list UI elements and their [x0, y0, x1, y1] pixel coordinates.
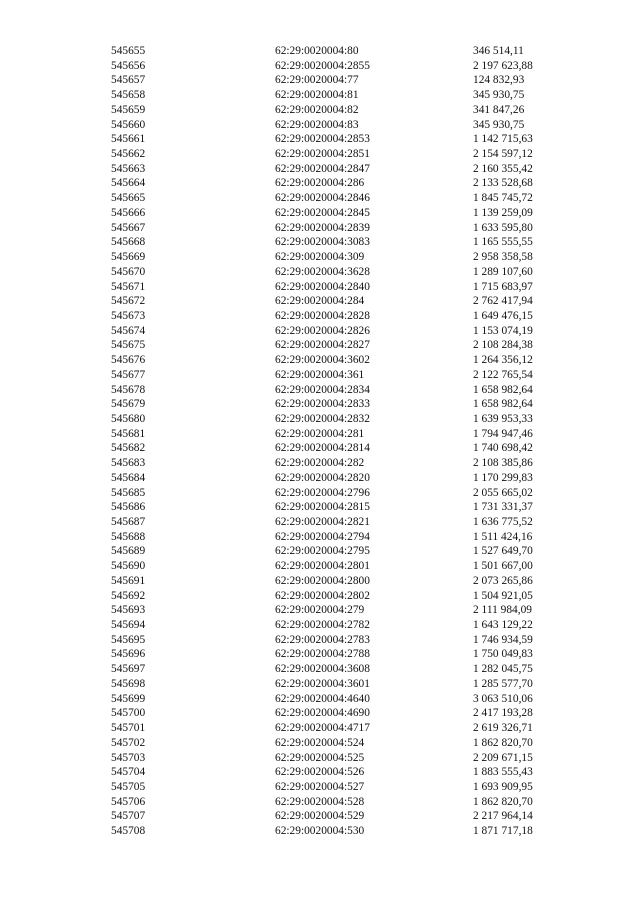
cadastral-number-cell: 62:29:0020004:284 [275, 295, 365, 308]
row-number-cell: 545707 [111, 810, 146, 823]
cadastral-value-cell: 1 527 649,70 [473, 545, 533, 558]
cadastral-number-cell: 62:29:0020004:80 [275, 45, 359, 57]
cadastral-value-cell: 2 209 671,15 [473, 751, 533, 764]
table-row [0, 647, 640, 662]
row-number-cell: 545708 [111, 825, 146, 838]
row-number-cell: 545665 [111, 192, 146, 205]
cadastral-number-cell: 62:29:0020004:4690 [275, 707, 370, 720]
row-number-cell: 545673 [111, 309, 146, 322]
cadastral-number-cell: 62:29:0020004:2846 [275, 192, 370, 205]
table-row [0, 500, 640, 515]
cadastral-number-cell: 62:29:0020004:3608 [275, 663, 370, 676]
table-row [0, 162, 640, 177]
table-row [0, 662, 640, 677]
cadastral-number-cell: 62:29:0020004:529 [275, 810, 365, 823]
valuation-table [0, 44, 640, 839]
cadastral-number-cell: 62:29:0020004:2801 [275, 560, 370, 573]
cadastral-value-cell: 345 930,75 [473, 118, 525, 131]
cadastral-value-cell: 2 417 193,28 [473, 707, 533, 720]
cadastral-value-cell: 2 160 355,42 [473, 162, 533, 175]
row-number-cell: 545656 [111, 59, 146, 72]
table-row [0, 618, 640, 633]
cadastral-value-cell: 1 649 476,15 [473, 309, 533, 322]
table-row [0, 191, 640, 206]
cadastral-value-cell: 1 170 299,83 [473, 471, 533, 484]
row-number-cell: 545672 [111, 295, 146, 308]
cadastral-number-cell: 62:29:0020004:309 [275, 251, 365, 264]
cadastral-value-cell: 1 639 953,33 [473, 412, 533, 425]
cadastral-value-cell: 1 282 045,75 [473, 663, 533, 676]
cadastral-value-cell: 1 633 595,80 [473, 221, 533, 234]
row-number-cell: 545657 [111, 74, 146, 87]
cadastral-value-cell: 2 958 358,58 [473, 251, 533, 264]
row-number-cell: 545705 [111, 780, 146, 793]
cadastral-value-cell: 2 108 284,38 [473, 339, 533, 352]
cadastral-value-cell: 1 153 074,19 [473, 324, 533, 337]
cadastral-number-cell: 62:29:0020004:81 [275, 89, 359, 102]
table-row [0, 324, 640, 339]
table-row [0, 721, 640, 736]
cadastral-value-cell: 1 693 909,95 [473, 780, 533, 793]
cadastral-number-cell: 62:29:0020004:2855 [275, 59, 370, 72]
row-number-cell: 545667 [111, 221, 146, 234]
table-row [0, 221, 640, 236]
row-number-cell: 545704 [111, 766, 146, 779]
table-row [0, 824, 640, 839]
cadastral-value-cell: 1 845 745,72 [473, 192, 533, 205]
table-row [0, 103, 640, 118]
cadastral-value-cell: 1 142 715,63 [473, 133, 533, 146]
cadastral-number-cell: 62:29:0020004:2820 [275, 471, 370, 484]
cadastral-number-cell: 62:29:0020004:4640 [275, 692, 370, 705]
table-row [0, 280, 640, 295]
row-number-cell: 545675 [111, 339, 146, 352]
row-number-cell: 545694 [111, 619, 146, 632]
row-number-cell: 545691 [111, 574, 146, 587]
table-row [0, 809, 640, 824]
row-number-cell: 545659 [111, 103, 146, 116]
table-row [0, 751, 640, 766]
cadastral-number-cell: 62:29:0020004:3628 [275, 265, 370, 278]
table-row [0, 118, 640, 133]
cadastral-value-cell: 1 731 331,37 [473, 501, 533, 514]
table-row [0, 530, 640, 545]
cadastral-number-cell: 62:29:0020004:2845 [275, 206, 370, 219]
table-row [0, 515, 640, 530]
table-row [0, 59, 640, 74]
table-row [0, 235, 640, 250]
cadastral-value-cell: 2 073 265,86 [473, 574, 533, 587]
cadastral-number-cell: 62:29:0020004:2828 [275, 309, 370, 322]
cadastral-value-cell: 1 264 356,12 [473, 354, 533, 367]
cadastral-value-cell: 2 055 665,02 [473, 486, 533, 499]
table-row [0, 309, 640, 324]
cadastral-value-cell: 346 514,11 [473, 45, 524, 57]
cadastral-number-cell: 62:29:0020004:2821 [275, 516, 370, 528]
cadastral-number-cell: 62:29:0020004:3601 [275, 677, 370, 690]
table-row [0, 544, 640, 559]
table-row [0, 176, 640, 191]
cadastral-value-cell: 1 862 820,70 [473, 795, 533, 808]
cadastral-value-cell: 1 511 424,16 [473, 530, 533, 543]
cadastral-value-cell: 345 930,75 [473, 89, 525, 102]
cadastral-number-cell: 62:29:0020004:527 [275, 780, 365, 793]
cadastral-number-cell: 62:29:0020004:2826 [275, 324, 370, 337]
table-row [0, 427, 640, 442]
cadastral-number-cell: 62:29:0020004:2788 [275, 648, 370, 661]
cadastral-value-cell: 1 658 982,64 [473, 398, 533, 411]
cadastral-value-cell: 1 139 259,09 [473, 206, 533, 219]
cadastral-number-cell: 62:29:0020004:282 [275, 457, 365, 470]
cadastral-number-cell: 62:29:0020004:528 [275, 795, 365, 808]
table-row [0, 486, 640, 501]
table-row [0, 471, 640, 486]
table-row [0, 88, 640, 103]
row-number-cell: 545690 [111, 560, 146, 573]
row-number-cell: 545697 [111, 663, 146, 676]
cadastral-number-cell: 62:29:0020004:281 [275, 427, 365, 440]
table-row [0, 589, 640, 604]
table-row [0, 795, 640, 810]
cadastral-value-cell: 2 154 597,12 [473, 148, 533, 161]
cadastral-value-cell: 1 501 667,00 [473, 560, 533, 573]
table-row [0, 574, 640, 589]
cadastral-value-cell: 1 165 555,55 [473, 236, 533, 249]
row-number-cell: 545689 [111, 545, 146, 558]
row-number-cell: 545681 [111, 427, 146, 440]
row-number-cell: 545668 [111, 236, 146, 249]
cadastral-value-cell: 2 217 964,14 [473, 810, 533, 823]
cadastral-value-cell: 1 750 049,83 [473, 648, 533, 661]
cadastral-value-cell: 2 762 417,94 [473, 295, 533, 308]
row-number-cell: 545686 [111, 501, 146, 514]
table-row [0, 677, 640, 692]
cadastral-value-cell: 1 794 947,46 [473, 427, 533, 440]
table-row [0, 44, 640, 59]
cadastral-number-cell: 62:29:0020004:2827 [275, 339, 370, 352]
cadastral-number-cell: 62:29:0020004:3083 [275, 236, 370, 249]
row-number-cell: 545666 [111, 206, 146, 219]
row-number-cell: 545698 [111, 677, 146, 690]
cadastral-number-cell: 62:29:0020004:83 [275, 118, 359, 131]
cadastral-number-cell: 62:29:0020004:2814 [275, 442, 370, 455]
row-number-cell: 545670 [111, 265, 146, 278]
table-row [0, 456, 640, 471]
cadastral-number-cell: 62:29:0020004:525 [275, 751, 365, 764]
cadastral-number-cell: 62:29:0020004:2783 [275, 633, 370, 646]
cadastral-value-cell: 1 643 129,22 [473, 619, 533, 632]
cadastral-number-cell: 62:29:0020004:2833 [275, 398, 370, 411]
cadastral-value-cell: 1 871 717,18 [473, 825, 533, 838]
cadastral-value-cell: 2 111 984,09 [473, 604, 532, 617]
row-number-cell: 545703 [111, 751, 146, 764]
cadastral-number-cell: 62:29:0020004:3602 [275, 354, 370, 367]
cadastral-number-cell: 62:29:0020004:2834 [275, 383, 370, 396]
row-number-cell: 545685 [111, 486, 146, 499]
table-row [0, 294, 640, 309]
row-number-cell: 545702 [111, 736, 146, 749]
row-number-cell: 545684 [111, 471, 146, 484]
row-number-cell: 545700 [111, 707, 146, 720]
cadastral-value-cell: 2 108 385,86 [473, 457, 533, 470]
cadastral-number-cell: 62:29:0020004:2851 [275, 148, 370, 161]
cadastral-number-cell: 62:29:0020004:2853 [275, 133, 370, 146]
table-row [0, 250, 640, 265]
row-number-cell: 545695 [111, 633, 146, 646]
table-row [0, 736, 640, 751]
table-row [0, 338, 640, 353]
cadastral-number-cell: 62:29:0020004:2802 [275, 589, 370, 602]
cadastral-number-cell: 62:29:0020004:2795 [275, 545, 370, 558]
cadastral-number-cell: 62:29:0020004:2847 [275, 162, 370, 175]
cadastral-value-cell: 2 122 765,54 [473, 368, 533, 381]
row-number-cell: 545680 [111, 412, 146, 425]
table-row [0, 765, 640, 780]
row-number-cell: 545655 [111, 45, 146, 57]
table-row [0, 559, 640, 574]
cadastral-value-cell: 1 862 820,70 [473, 736, 533, 749]
table-row [0, 383, 640, 398]
cadastral-number-cell: 62:29:0020004:2832 [275, 412, 370, 425]
cadastral-number-cell: 62:29:0020004:2800 [275, 574, 370, 587]
cadastral-value-cell: 341 847,26 [473, 103, 525, 116]
cadastral-value-cell: 1 289 107,60 [473, 265, 533, 278]
table-row [0, 353, 640, 368]
cadastral-value-cell: 2 619 326,71 [473, 722, 533, 735]
table-row [0, 368, 640, 383]
cadastral-value-cell: 1 715 683,97 [473, 280, 533, 293]
row-number-cell: 545658 [111, 89, 146, 102]
cadastral-number-cell: 62:29:0020004:526 [275, 766, 365, 779]
cadastral-number-cell: 62:29:0020004:2815 [275, 501, 370, 514]
table-row [0, 265, 640, 280]
row-number-cell: 545696 [111, 648, 146, 661]
cadastral-value-cell: 1 636 775,52 [473, 516, 533, 528]
cadastral-value-cell: 124 832,93 [473, 74, 525, 87]
cadastral-value-cell: 2 133 528,68 [473, 177, 533, 190]
row-number-cell: 545693 [111, 604, 146, 617]
cadastral-number-cell: 62:29:0020004:286 [275, 177, 365, 190]
table-row [0, 206, 640, 221]
row-number-cell: 545683 [111, 457, 146, 470]
row-number-cell: 545671 [111, 280, 146, 293]
row-number-cell: 545682 [111, 442, 146, 455]
row-number-cell: 545699 [111, 692, 146, 705]
table-row [0, 441, 640, 456]
table-row [0, 73, 640, 88]
table-row [0, 780, 640, 795]
row-number-cell: 545678 [111, 383, 146, 396]
cadastral-number-cell: 62:29:0020004:4717 [275, 722, 370, 735]
cadastral-value-cell: 1 504 921,05 [473, 589, 533, 602]
table-row [0, 132, 640, 147]
cadastral-number-cell: 62:29:0020004:524 [275, 736, 365, 749]
cadastral-number-cell: 62:29:0020004:2794 [275, 530, 370, 543]
row-number-cell: 545662 [111, 148, 146, 161]
row-number-cell: 545669 [111, 251, 146, 264]
cadastral-value-cell: 2 197 623,88 [473, 59, 533, 72]
cadastral-number-cell: 62:29:0020004:279 [275, 604, 365, 617]
row-number-cell: 545661 [111, 133, 146, 146]
cadastral-number-cell: 62:29:0020004:2839 [275, 221, 370, 234]
cadastral-value-cell: 1 658 982,64 [473, 383, 533, 396]
cadastral-value-cell: 1 740 698,42 [473, 442, 533, 455]
cadastral-value-cell: 1 746 934,59 [473, 633, 533, 646]
row-number-cell: 545679 [111, 398, 146, 411]
row-number-cell: 545676 [111, 354, 146, 367]
table-row [0, 397, 640, 412]
table-row [0, 633, 640, 648]
cadastral-number-cell: 62:29:0020004:2840 [275, 280, 370, 293]
row-number-cell: 545677 [111, 368, 146, 381]
cadastral-number-cell: 62:29:0020004:82 [275, 103, 359, 116]
row-number-cell: 545674 [111, 324, 146, 337]
row-number-cell: 545706 [111, 795, 146, 808]
cadastral-value-cell: 1 285 577,70 [473, 677, 533, 690]
table-row [0, 147, 640, 162]
cadastral-value-cell: 1 883 555,43 [473, 766, 533, 779]
table-row [0, 706, 640, 721]
cadastral-number-cell: 62:29:0020004:2796 [275, 486, 370, 499]
cadastral-number-cell: 62:29:0020004:2782 [275, 619, 370, 632]
row-number-cell: 545663 [111, 162, 146, 175]
row-number-cell: 545687 [111, 516, 146, 528]
cadastral-number-cell: 62:29:0020004:77 [275, 74, 359, 87]
table-row [0, 603, 640, 618]
row-number-cell: 545688 [111, 530, 146, 543]
cadastral-number-cell: 62:29:0020004:530 [275, 825, 365, 838]
row-number-cell: 545692 [111, 589, 146, 602]
table-row [0, 692, 640, 707]
row-number-cell: 545701 [111, 722, 146, 735]
table-row [0, 412, 640, 427]
row-number-cell: 545660 [111, 118, 146, 131]
cadastral-value-cell: 3 063 510,06 [473, 692, 533, 705]
row-number-cell: 545664 [111, 177, 146, 190]
cadastral-number-cell: 62:29:0020004:361 [275, 368, 365, 381]
